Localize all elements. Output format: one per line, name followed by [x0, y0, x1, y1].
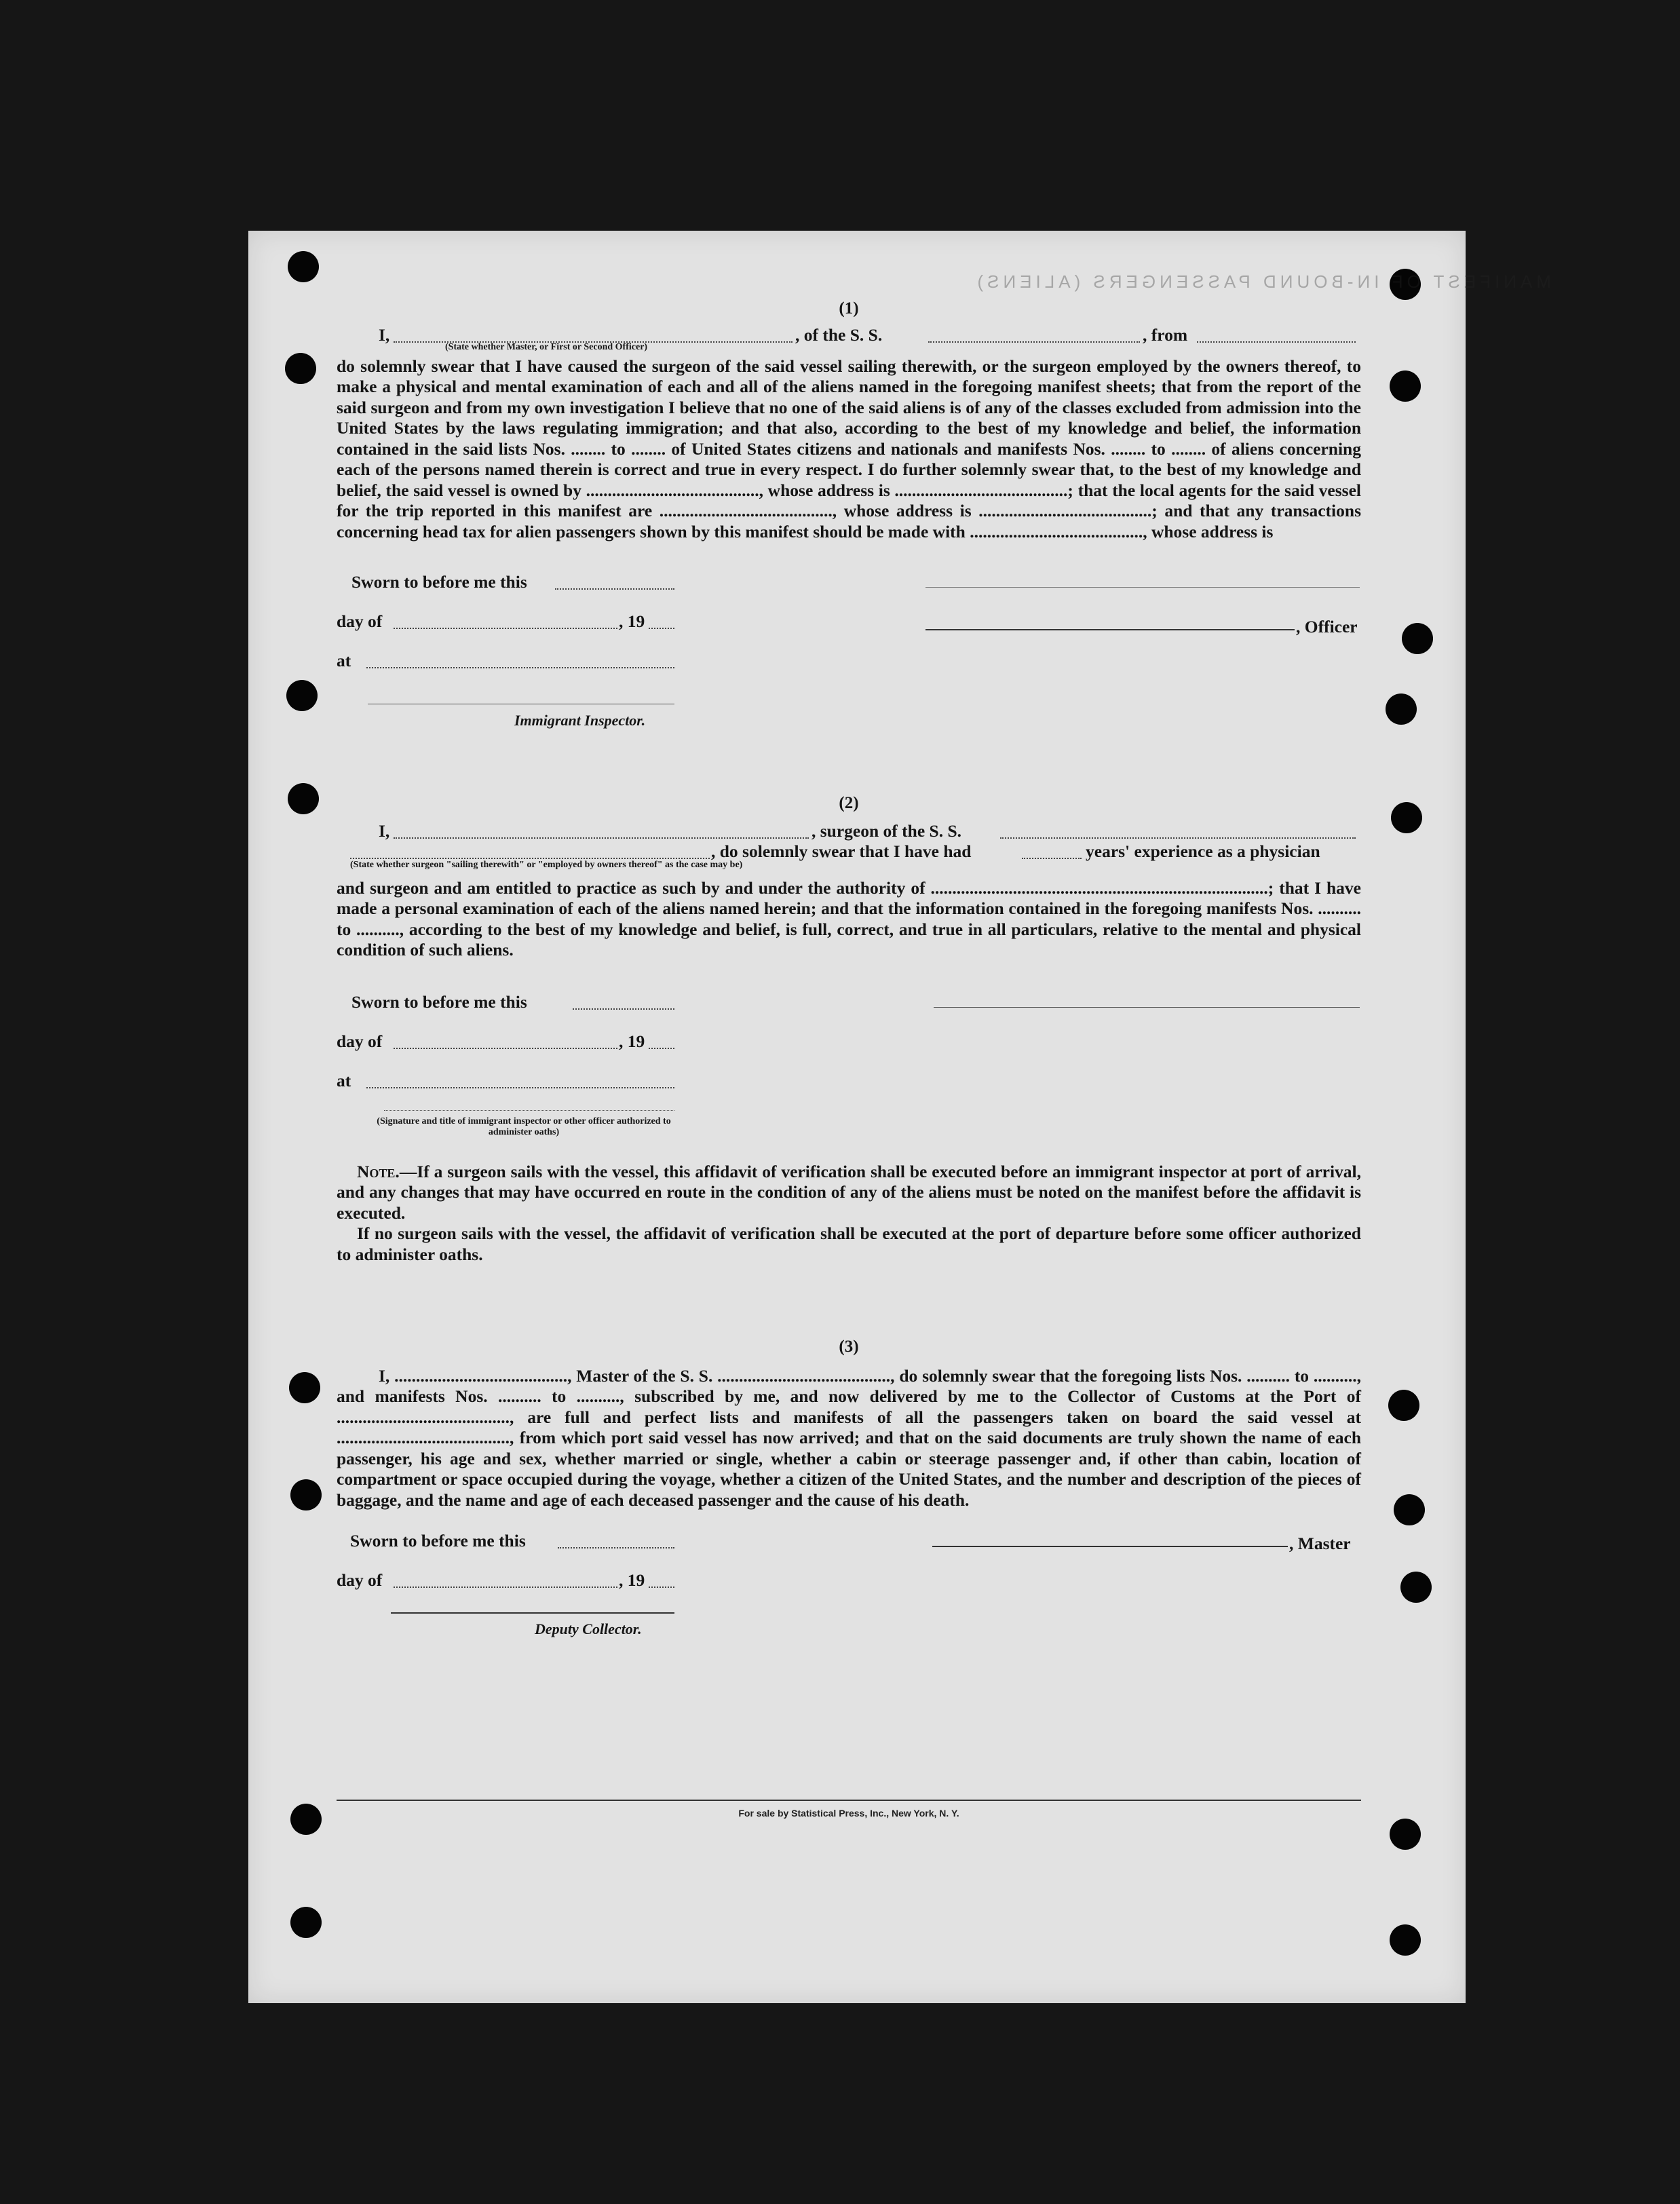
year-field[interactable]	[649, 614, 674, 629]
punch-hole	[285, 353, 316, 384]
punch-hole	[1391, 802, 1422, 833]
day-of-label: day of	[337, 611, 383, 631]
year-label: , 19	[619, 1031, 645, 1051]
printer-footer: For sale by Statistical Press, Inc., New York, N. Y.	[337, 1800, 1361, 1819]
swear-had-label: , do solemnly swear that I have had	[711, 841, 972, 861]
section-3-body: I, ........................................, Master of the S. S. ........................................, do solemnly swear that the foregoing lists Nos. .......... to .........., and manifests Nos. .......... to .........., subscribed by me, and now delivered by me to the Collector of Customs at the Port of ........................................, are full and perfect lists and manifests of all the passengers taken on board the said vessel at ........................................, from which port said vessel has now arrived; and that on the said documents are truly shown the name of each passenger, his age and sex, whether married or single, whether a cabin or steerage passenger and, if other than cabin, location of compartment or space occupied during the voyage, whether a citizen of the United States, and the number and description of the pieces of baggage, and the name and age of each deceased passenger and the cause of his death.	[337, 1365, 1361, 1510]
sworn-label: Sworn to before me this	[351, 572, 527, 592]
punch-hole	[286, 680, 318, 711]
surgeon-name-field[interactable]	[394, 824, 809, 839]
sworn-label: Sworn to before me this	[351, 991, 527, 1012]
port-from-field[interactable]	[1197, 328, 1356, 343]
punch-hole	[288, 783, 319, 814]
day-of-label: day of	[337, 1031, 383, 1051]
punch-hole	[1402, 623, 1433, 654]
note-paragraph	[337, 1162, 1361, 1224]
at-label: at	[337, 1070, 351, 1090]
punch-hole	[290, 1804, 322, 1835]
officer-name-field[interactable]	[394, 328, 793, 343]
years-field[interactable]	[1022, 844, 1082, 859]
bleed-through-text: MANIFEST OF IN-BOUND PASSENGERS (ALIENS)	[973, 271, 1551, 292]
inspector-label: Immigrant Inspector.	[514, 712, 646, 729]
section-number: (1)	[839, 299, 859, 318]
officer-line[interactable]	[925, 629, 1295, 630]
day-of-field[interactable]	[394, 1034, 617, 1049]
punch-hole	[289, 1372, 320, 1403]
section-1	[337, 299, 1361, 742]
officer-label: , Officer	[1296, 617, 1358, 636]
note-label: Note.	[357, 1161, 400, 1181]
sworn-date-field[interactable]	[555, 575, 674, 590]
section-number: (3)	[839, 1337, 859, 1356]
collector-label: Deputy Collector.	[535, 1620, 642, 1637]
at-field[interactable]	[366, 1074, 674, 1088]
collector-signature-line[interactable]	[391, 1612, 674, 1614]
surgeon-type-field[interactable]	[350, 844, 710, 859]
day-of-field[interactable]	[394, 614, 617, 629]
year-label: , 19	[619, 1570, 645, 1590]
section-3	[337, 1337, 1361, 1646]
surgeon-ship-field[interactable]	[1000, 824, 1356, 839]
form-page	[248, 231, 1551, 2003]
punch-hole	[1390, 1819, 1421, 1850]
master-label: , Master	[1289, 1534, 1351, 1553]
punch-hole	[1386, 694, 1417, 725]
punch-hole	[288, 251, 319, 282]
year-label: , 19	[619, 611, 645, 631]
punch-hole	[1390, 370, 1421, 402]
surgeon-signature-line[interactable]	[934, 1007, 1360, 1008]
sworn-label: Sworn to before me this	[350, 1531, 526, 1551]
punch-hole	[290, 1907, 322, 1938]
oath-i-label: I,	[379, 820, 390, 841]
day-of-field[interactable]	[394, 1573, 617, 1588]
affidavit-form	[337, 299, 1361, 1646]
punch-hole	[1394, 1494, 1425, 1525]
section-2-body: and surgeon and am entitled to practice as such by and under the authority of ..............................................................................; that I have made a personal examination of each of the aliens named herein; and that the information contained in the foregoing manifests Nos. .......... to .........., according to the best of my knowledge and belief, is full, correct, and true in all particulars, relative to the mental and physical condition of such aliens.	[337, 877, 1361, 960]
punch-hole	[290, 1479, 322, 1510]
oath-i-label: I,	[379, 324, 390, 345]
ship-name-field[interactable]	[928, 328, 1140, 343]
years-experience-label: years' experience as a physician	[1086, 841, 1320, 861]
from-label: , from	[1143, 324, 1188, 345]
note-paragraph-2: If no surgeon sails with the vessel, the affidavit of verification shall be executed at the port of departure before some officer authorized to administer oaths.	[337, 1223, 1361, 1264]
master-line[interactable]	[932, 1546, 1288, 1547]
punch-hole	[1400, 1572, 1432, 1603]
year-field[interactable]	[649, 1573, 674, 1588]
surgeon-caption: (State whether surgeon "sailing therewith" or "employed by owners thereof" as the case may be)	[350, 859, 743, 870]
officer-signature-line[interactable]	[925, 587, 1360, 588]
punch-hole	[1388, 1390, 1419, 1421]
at-field[interactable]	[366, 653, 674, 668]
at-label: at	[337, 651, 351, 670]
sworn-date-field[interactable]	[558, 1534, 674, 1548]
day-of-label: day of	[337, 1570, 383, 1590]
surgeon-of-ss-label: , surgeon of the S. S.	[812, 820, 962, 841]
section-1-body: do solemnly swear that I have caused the surgeon of the said vessel sailing therewith, or the surgeon employed by the owners thereof, to make a physical and mental examination of each and all of the aliens named in the foregoing manifest sheets; that from the report of the said surgeon and from my own investigation I believe that no one of the said aliens is of any of the classes excluded from admission into the United States by the laws regulating immigration; and that also, according to the best of my knowledge and belief, the information contained in the said lists Nos. ........ to ........ of United States citizens and nationals and manifests Nos. ........ to ........ of aliens concerning each of the persons named therein is correct and true in every respect. I do further solemnly swear that, to the best of my knowledge and belief, the said vessel is owned by ........................................, whose address is ........................................; that the local agents for the said vessel for the trip reported in this manifest are ........................................, whose address is ........................................; and that any transactions concerning head tax for alien passengers shown by this manifest should be made with ........................................, whose address is	[337, 356, 1361, 542]
note-text: —If a surgeon sails with the vessel, this affidavit of verification shall be executed before an immigrant inspector at port of arrival, and any changes that may have occurred en route in the condition of any of the aliens must be noted on the manifest before the affidavit is executed.	[337, 1161, 1361, 1223]
section-number: (2)	[839, 794, 859, 812]
of-ss-label: , of the S. S.	[795, 324, 883, 345]
year-field[interactable]	[649, 1034, 674, 1049]
officer-caption: (State whether Master, or First or Second Officer)	[445, 341, 648, 352]
punch-hole	[1390, 1924, 1421, 1956]
inspector-signature-line[interactable]	[384, 1110, 674, 1111]
section-2	[337, 793, 1361, 1265]
signature-caption: (Signature and title of immigrant inspector or other officer authorized to administer oaths)	[377, 1116, 671, 1137]
sworn-date-field[interactable]	[573, 995, 674, 1010]
